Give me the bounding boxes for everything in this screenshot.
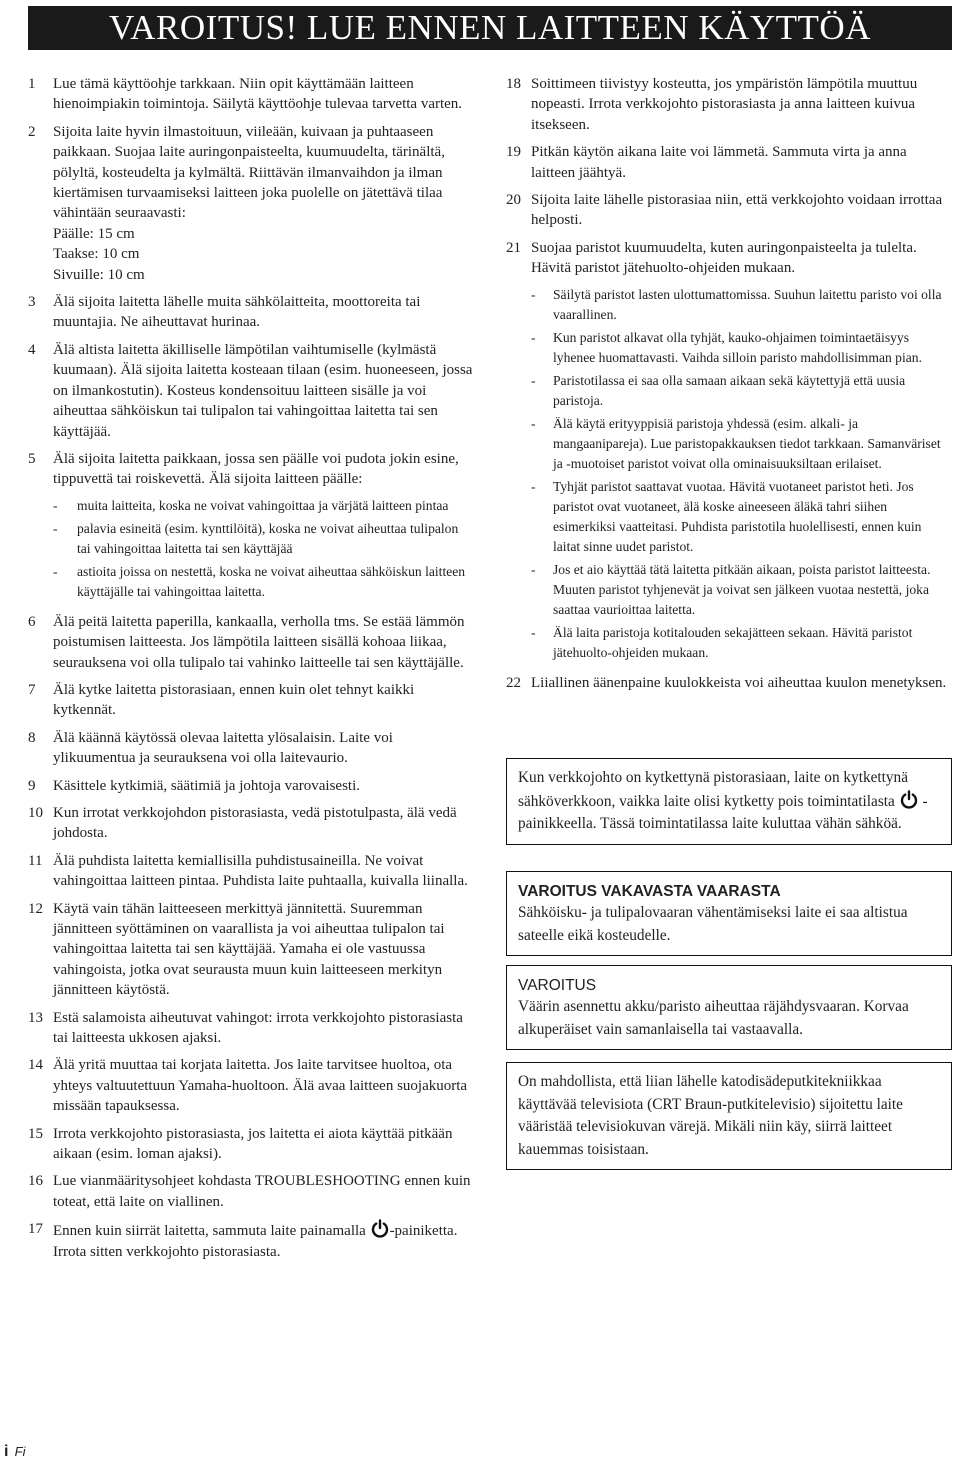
item-number: 16 [28, 1173, 43, 1190]
item-body [531, 238, 952, 666]
item-body [53, 899, 474, 1001]
numbered-item [28, 680, 474, 721]
item-body [531, 142, 952, 183]
sub-item-text: Kun paristot alkavat olla tyhjät, kauko-ohjaimen toimintaetäisyys lyhenee huomattavasti. Vaihda silloin paristo mahdollisimman pian. [553, 329, 922, 365]
danger-warning-title: VAROITUS VAKAVASTA VAARASTA [518, 883, 781, 900]
item-text: Käsittele kytkimiä, säätimiä ja johtoja varovaisesti. [53, 777, 361, 794]
item-number: 13 [28, 1009, 43, 1026]
item-text: Sijoita laite lähelle pistorasiaa niin, että verkkojohto voidaan irrottaa helposti. [531, 192, 943, 229]
item-body [53, 1219, 474, 1262]
item-number: 8 [28, 729, 36, 746]
item-body [53, 612, 474, 673]
item-body [53, 122, 474, 285]
item-number: 22 [506, 674, 521, 691]
numbered-item [506, 74, 952, 135]
numbered-item [28, 728, 474, 769]
numbered-item [28, 1008, 474, 1049]
item-text: Liiallinen äänenpaine kuulokkeista voi aiheuttaa kuulon menetyksen. [531, 674, 947, 691]
item-text: Kun irrotat verkkojohdon pistorasiasta, vedä pistotulpasta, älä vedä johdosta. [53, 804, 457, 842]
item-body [53, 803, 474, 844]
item-number: 9 [28, 777, 36, 794]
numbered-item [506, 190, 952, 231]
numbered-item [28, 899, 474, 1001]
item-body [53, 776, 474, 796]
item-text: Ennen kuin siirrät laitetta, sammuta laite painamalla [53, 1223, 366, 1240]
bullet-dash: - [53, 563, 58, 579]
sub-list-item [531, 414, 952, 474]
standby-notice-text: Kun verkkojohto on kytkettynä pistorasiaan, laite on kytkettynä sähköverkkoon, vaikka laite olisi kytketty pois toimintatilasta [518, 769, 908, 810]
sub-list-item [531, 623, 952, 663]
item-text: Älä puhdista laitetta kemiallisilla puhdistusaineilla. Ne voivat vahingoittaa laitteen pintaa. Puhdista laite puhtaalla, kuivalla liinalla. [53, 852, 468, 890]
crt-notice-box [506, 1062, 952, 1170]
item-text: Lue tämä käyttöohje tarkkaan. Niin opit käyttämään laitteen hienoimpiakin toimintoja. Säilytä käyttöohje tulevaa tarvetta varten. [53, 76, 463, 113]
sub-item-text: astioita joissa on nestettä, koska ne voivat aiheuttaa sähköiskun laitteen käyttäjälle tai vahingoittaa laitetta. [77, 563, 466, 599]
item-body [53, 1008, 474, 1049]
sub-list-item [531, 477, 952, 557]
item-body [53, 340, 474, 442]
right-column [506, 74, 952, 700]
page-title: VAROITUS! LUE ENNEN LAITTEEN KÄYTTÖÄ [109, 8, 871, 47]
bullet-dash: - [53, 520, 58, 536]
numbered-item [28, 340, 474, 442]
numbered-item [28, 1171, 474, 1212]
battery-warning-text: Väärin asennettu akku/paristo aiheuttaa räjähdysvaaran. Korvaa alkuperäiset vain samanlaisella tai vastaavalla. [518, 998, 909, 1038]
item-text: Älä peitä laitetta paperilla, kankaalla, verholla tms. Se estää lämmön poistumisen laitteesta. Jos lämpötila laitteen sisällä kohoaa liikaa, seurauksena voi olla tulipalo tai vahinko laitteelle tai sen käyttäjälle. [53, 613, 465, 671]
danger-warning-box [506, 871, 952, 956]
item-body [53, 1171, 474, 1212]
page-number: i [4, 1443, 9, 1460]
bullet-dash: - [53, 497, 58, 513]
item-body [53, 680, 474, 721]
numbered-item [506, 142, 952, 183]
sub-list [53, 496, 474, 602]
sub-list-item [531, 371, 952, 411]
item-body [531, 74, 952, 135]
item-text: Sijoita laite hyvin ilmastoituun, viileään, kuivaan ja puhtaaseen paikkaan. Suojaa laite auringonpaisteelta, kuumuudelta, tärinältä, pölyltä, kosteudelta ja kylmältä. Riittävän ilmanvaihdon ja ilman kiertämisen turvaamiseksi laitteen joka puolelle on jätettävä tilaa vähintään seuraavasti: [53, 123, 445, 222]
item-text: Älä altista laitetta äkilliselle lämpötilan vaihtumiselle (kylmästä kuumaan). Älä sijoita laitetta kosteaan tilaan (esim. huoneeseen, jossa on ilmankostutin). Kosteus kondensoituu laitteen sisälle ja voi aiheuttaa sähköiskun tai tulipalon tai vahingoittaa laitetta tai sen käyttäjää. [53, 341, 473, 440]
item-number: 11 [28, 852, 43, 869]
item-number: 20 [506, 192, 521, 209]
item-number: 6 [28, 613, 36, 630]
item-text: Suojaa paristot kuumuudelta, kuten auringonpaisteelta ja tulelta. Hävitä paristot jätehuolto-ohjeiden mukaan. [531, 239, 917, 277]
item-number: 18 [506, 76, 521, 92]
item-text: Irrota verkkojohto pistorasiasta, jos laitetta ei aiota käyttää pitkään aikaan (esim. loman ajaksi). [53, 1125, 453, 1163]
bullet-dash: - [531, 561, 536, 577]
item-text-end: -painiketta. Irrota sitten verkkojohto pistorasiasta. [53, 1223, 458, 1260]
numbered-item [28, 122, 474, 285]
danger-warning-text: Sähköisku- ja tulipalovaaran vähentämiseksi laite ei saa altistua sateelle eikä kosteudelle. [518, 904, 908, 944]
numbered-item [28, 292, 474, 333]
item-number: 3 [28, 294, 36, 311]
numbered-item [28, 803, 474, 844]
item-text: Estä salamoista aiheutuvat vahingot: irrota verkkojohto pistorasiasta tai laitteesta ukkosen ajaksi. [53, 1009, 463, 1047]
battery-warning-title: VAROITUS [518, 977, 597, 994]
sub-list-item [531, 560, 952, 620]
sub-list-item [531, 285, 952, 325]
item-number: 19 [506, 144, 521, 161]
item-number: 21 [506, 239, 521, 256]
item-body [53, 1055, 474, 1116]
item-number: 12 [28, 900, 43, 917]
sub-list-item [531, 328, 952, 368]
numbered-item [28, 851, 474, 892]
numbered-item [506, 238, 952, 666]
numbered-item [28, 1219, 474, 1262]
sub-item-text: Paristotilassa ei saa olla samaan aikaan sekä käytettyjä että uusia paristoja. [553, 372, 906, 408]
sub-list-item [53, 519, 474, 559]
item-number: 10 [28, 804, 43, 821]
numbered-item [28, 1124, 474, 1165]
item-text: Sivuille: 10 cm [53, 266, 145, 283]
item-body [53, 1124, 474, 1165]
sub-list [531, 285, 952, 663]
item-text: Älä sijoita laitetta lähelle muita sähkölaitteita, moottoreita tai muuntajia. Ne aiheuttavat hurinaa. [53, 294, 421, 331]
item-text: Soittimeen tiivistyy kosteutta, jos ympäristön lämpötila muuttuu nopeasti. Irrota verkkojohto pistorasiasta ja anna laitteen kuivua itsekseen. [531, 76, 918, 133]
battery-warning-box [506, 965, 952, 1050]
item-text: Älä käännä käytössä olevaa laitetta ylösalaisin. Laite voi ylikuumentua ja seurauksena voi olla laitevaurio. [53, 729, 393, 767]
item-text: Älä sijoita laitetta paikkaan, jossa sen päälle voi pudota jokin esine, tippuvettä tai roiskevettä. Älä sijoita laitteen päälle: [53, 450, 459, 488]
bullet-dash: - [531, 624, 536, 640]
item-text: Lue vianmääritysohjeet kohdasta TROUBLESHOOTING ennen kuin toteat, että laite on viallinen. [53, 1173, 471, 1210]
sub-list-item [53, 562, 474, 602]
numbered-item [28, 74, 474, 115]
item-number: 1 [28, 76, 36, 92]
item-body [53, 851, 474, 892]
sub-item-text: Älä käytä erityyppisiä paristoja yhdessä (esim. alkali- ja mangaanipareja). Lue paristopakkauksen tiedot tarkkaan. Samanväriset ja -muotoiset paristot voivat olla ominaisuuksiltaan erilaiset. [553, 415, 941, 471]
item-text: Älä kytke laitetta pistorasiaan, ennen kuin olet tehnyt kaikki kytkennät. [53, 681, 415, 719]
item-number: 4 [28, 341, 36, 358]
numbered-item [506, 673, 952, 693]
bullet-dash: - [531, 286, 536, 302]
item-number: 7 [28, 681, 36, 698]
item-text: Pitkän käytön aikana laite voi lämmetä. Sammuta virta ja anna laitteen jäähtyä. [531, 144, 907, 181]
item-number: 14 [28, 1057, 43, 1074]
item-text: Päälle: 15 cm [53, 225, 135, 242]
item-text: Käytä vain tähän laitteeseen merkittyä jännitettä. Suuremman jännitteen syöttäminen on vaarallista ja voi aiheuttaa tulipalon tai vahingoittaa laitetta tai sen käyttäjää. Yamaha ei ole vastuussa vahingoista, jotka ovat seurausta muun kuin laitteeseen merkityn jännitteen käytöstä. [53, 900, 445, 999]
sub-list-item [53, 496, 474, 516]
bullet-dash: - [531, 478, 536, 494]
numbered-item [28, 1055, 474, 1116]
numbered-item [28, 612, 474, 673]
power-icon [370, 1219, 390, 1239]
item-body [53, 449, 474, 605]
sub-item-text: muita laitteita, koska ne voivat vahingoittaa ja värjätä laitteen pintaa [77, 497, 449, 513]
item-body [531, 673, 952, 693]
page-footer [4, 1443, 25, 1461]
item-number: 5 [28, 450, 36, 467]
item-number: 17 [28, 1221, 43, 1238]
sub-item-text: palavia esineitä (esim. kynttilöitä), koska ne voivat aiheuttaa tulipalon tai vahingoittaa laitetta tai sen käyttäjää [77, 520, 459, 556]
page-title-banner [28, 6, 952, 50]
item-number: 15 [28, 1125, 43, 1142]
crt-notice-text: On mahdollista, että liian lähelle katodisädeputkitekniikkaa käyttävää televisiota (CRT Braun-putkitelevisio) sijoitettu laite vääristää televisiokuvan värejä. Mikäli niin käy, siirrä laitteet kauemmas toisistaan. [518, 1073, 903, 1158]
item-body [53, 74, 474, 115]
numbered-item [28, 449, 474, 605]
language-code: Fi [14, 1444, 26, 1459]
item-body [53, 292, 474, 333]
item-text: Taakse: 10 cm [53, 246, 140, 263]
item-body [531, 190, 952, 231]
bullet-dash: - [531, 415, 536, 431]
item-body [53, 728, 474, 769]
sub-item-text: Tyhjät paristot saattavat vuotaa. Hävitä vuotaneet paristot heti. Jos paristot ovat vuotaneet, älä koske aineeseen äläkä tahri siihen esimerkiksi vaatteitasi. Puhdista paristotila huolellisesti, ennen kuin laitat sinne uudet paristot. [553, 478, 922, 554]
standby-notice-text-end: -painikkeella. Tässä toimintatilassa laite kuluttaa vähän sähköä. [518, 792, 928, 833]
power-icon [899, 790, 919, 810]
left-column [28, 74, 474, 1269]
bullet-dash: - [531, 372, 536, 388]
sub-item-text: Säilytä paristot lasten ulottumattomissa. Suuhun laitettu paristo voi olla vaarallinen. [553, 286, 942, 322]
bullet-dash: - [531, 329, 536, 345]
standby-notice-box [506, 758, 952, 845]
numbered-item [28, 776, 474, 796]
sub-item-text: Älä laita paristoja kotitalouden sekajätteen sekaan. Hävitä paristot jätehuolto-ohjeiden mukaan. [553, 624, 913, 660]
item-number: 2 [28, 123, 36, 140]
item-text: Älä yritä muuttaa tai korjata laitetta. Jos laite tarvitsee huoltoa, ota yhteys valtuutettuun Yamaha-huoltoon. Älä avaa laitteen suojakuorta missään tapauksessa. [53, 1057, 468, 1115]
sub-item-text: Jos et aio käyttää tätä laitetta pitkään aikaan, poista paristot laitteesta. Muuten paristot tyhjenevät ja voivat sen jälkeen vuotaa nestettä, joka saattaa vaurioittaa laitetta. [553, 561, 931, 617]
